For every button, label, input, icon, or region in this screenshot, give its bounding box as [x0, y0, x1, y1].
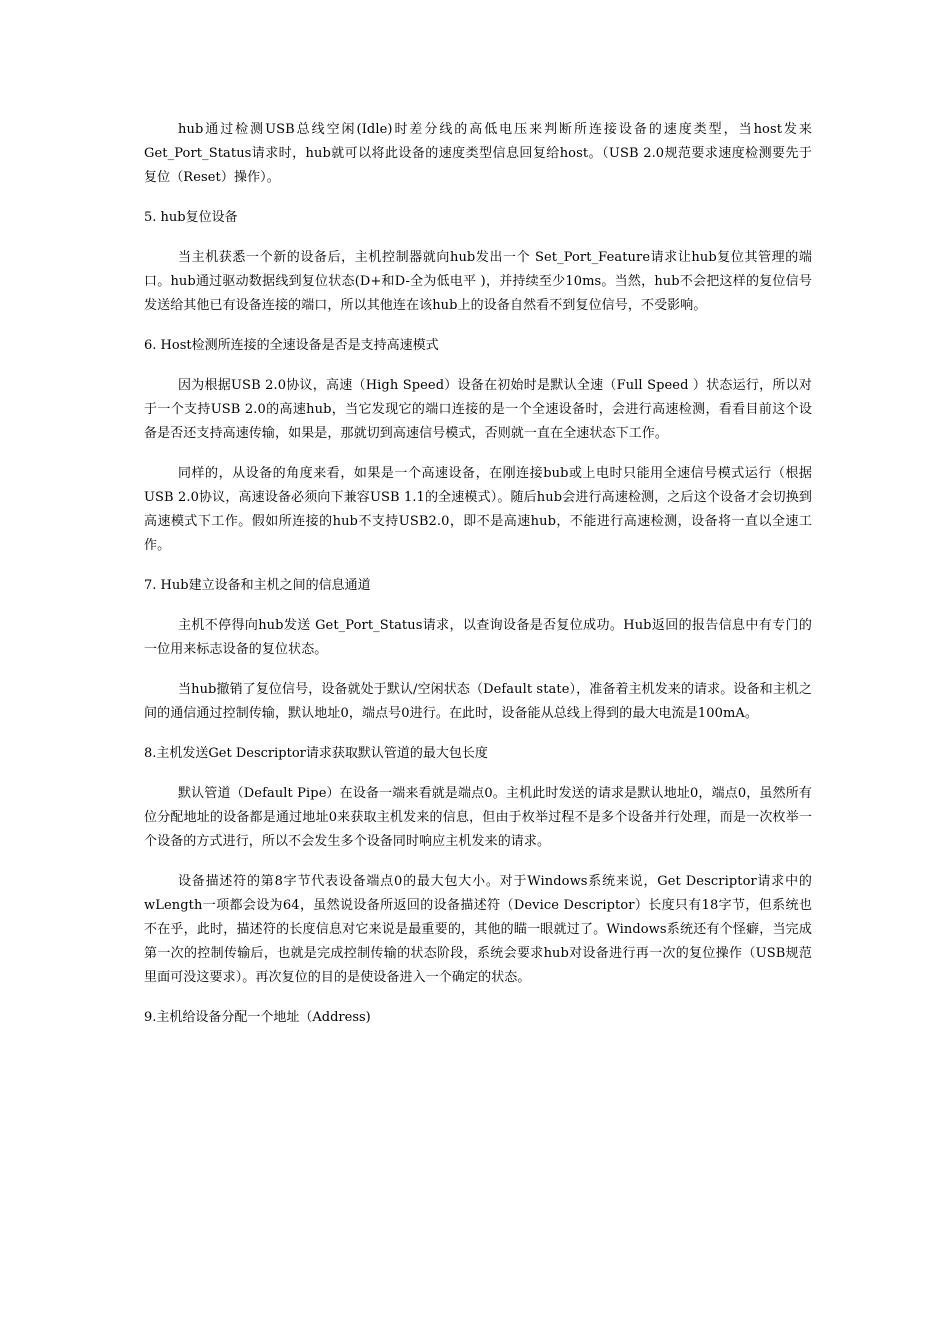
section-heading-9: 9.主机给设备分配一个地址（Address): [144, 1010, 371, 1025]
section-heading-8: 8.主机发送Get Descriptor请求获取默认管道的最大包长度: [144, 746, 488, 761]
paragraph-default-state: 当hub撤销了复位信号，设备就处于默认/空闲状态（Default state），准备着主机发来的请求。设备和主机之间的通信通过控制传输，默认地址0，端点号0进行。在此时，设备能从总线上得到的最大电流是100mA。: [144, 682, 812, 721]
paragraph-hub-speed-detection: hub通过检测USB总线空闲(Idle)时差分线的高低电压来判断所连接设备的速度类型，当host发来Get_Port_Status请求时，hub就可以将此设备的速度类型信息回复给host。（USB 2.0规范要求速度检测要先于复位（Reset）操作）。: [144, 122, 812, 185]
section-heading-5: 5. hub复位设备: [144, 210, 238, 225]
document-page: [144, 118, 812, 1046]
paragraph-port-status-query: 主机不停得向hub发送 Get_Port_Status请求，以查询设备是否复位成功。Hub返回的报告信息中有专门的一位用来标志设备的复位状态。: [144, 618, 812, 657]
paragraph-high-speed-check: 因为根据USB 2.0协议，高速（High Speed）设备在初始时是默认全速（Full Speed ）状态运行，所以对于一个支持USB 2.0的高速hub，当它发现它的端口连接的是一个全速设备时，会进行高速检测，看看目前这个设备是否还支持高速传输，如果是，那就切到高速信号模式，否则就一直在全速状态下工作。: [144, 378, 812, 441]
paragraph-device-perspective: 同样的，从设备的角度来看，如果是一个高速设备，在刚连接bub或上电时只能用全速信号模式运行（根据USB 2.0协议，高速设备必须向下兼容USB 1.1的全速模式）。随后hub会进行高速检测，之后这个设备才会切换到高速模式下工作。假如所连接的hub不支持USB2.0，即不是高速hub，不能进行高速检测，设备将一直以全速工作。: [144, 466, 812, 553]
paragraph-hub-reset: 当主机获悉一个新的设备后，主机控制器就向hub发出一个 Set_Port_Feature请求让hub复位其管理的端口。hub通过驱动数据线到复位状态(D+和D-全为低电平 )，并持续至少10ms。当然，hub不会把这样的复位信号发送给其他已有设备连接的端口，所以其他连在该hub上的设备自然看不到复位信号，不受影响。: [144, 250, 812, 313]
paragraph-device-descriptor: 设备描述符的第8字节代表设备端点0的最大包大小。对于Windows系统来说，Get Descriptor请求中的wLength一项都会设为64，虽然说设备所返回的设备描述符（Device Descriptor）长度只有18字节，但系统也不在乎，此时，描述符的长度信息对它来说是最重要的，其他的瞄一眼就过了。Windows系统还有个怪癖，当完成第一次的控制传输后，也就是完成控制传输的状态阶段，系统会要求hub对设备进行再一次的复位操作（USB规范里面可没这要求）。再次复位的目的是使设备进入一个确定的状态。: [144, 874, 812, 985]
section-heading-7: 7. Hub建立设备和主机之间的信息通道: [144, 578, 371, 593]
paragraph-default-pipe: 默认管道（Default Pipe）在设备一端来看就是端点0。主机此时发送的请求是默认地址0，端点0，虽然所有位分配地址的设备都是通过地址0来获取主机发来的信息，但由于枚举过程不是多个设备并行处理，而是一次枚举一个设备的方式进行，所以不会发生多个设备同时响应主机发来的请求。: [144, 786, 812, 849]
section-heading-6: 6. Host检测所连接的全速设备是否是支持高速模式: [144, 338, 439, 353]
